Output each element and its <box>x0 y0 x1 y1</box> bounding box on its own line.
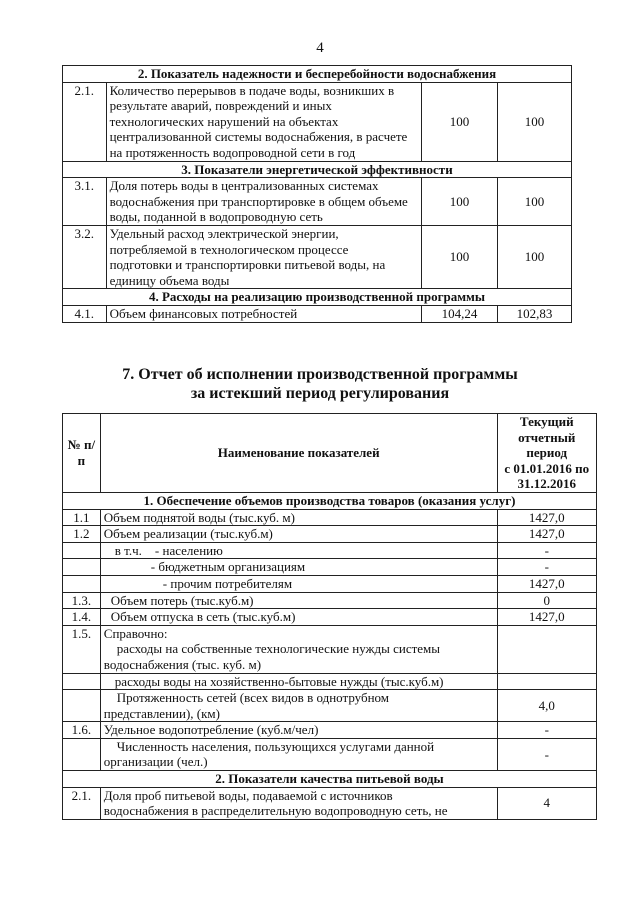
indicator-line: - бюджетным организациям <box>150 559 306 575</box>
indicator-line: Объем финансовых потребностей <box>109 305 298 321</box>
section-title: 2. Показатель надежности и бесперебойности водоснабжения <box>63 66 572 83</box>
section-row <box>63 289 572 306</box>
indicator-line: подготовки и транспортировки питьевой воды, на <box>109 257 386 273</box>
indicator-line: Объем потерь (тыс.куб.м) <box>110 592 254 608</box>
indicator-line: Объем поднятой воды (тыс.куб. м) <box>103 509 295 525</box>
row-number: 1.1 <box>63 509 101 526</box>
table-row <box>63 82 572 161</box>
value-plan: 100 <box>421 82 497 161</box>
header-period-line: Текущий <box>519 414 574 429</box>
period-value: 1427,0 <box>497 609 596 626</box>
indicator-name <box>100 673 497 690</box>
period-value <box>497 673 596 690</box>
value-plan: 100 <box>421 178 497 226</box>
header-period <box>497 414 596 493</box>
table-row <box>63 592 597 609</box>
period-value: 1427,0 <box>497 526 596 543</box>
period-value <box>497 625 596 673</box>
indicator-name <box>100 738 497 770</box>
row-number: 2.1. <box>63 82 107 161</box>
table-row <box>63 526 597 543</box>
row-number: 1.3. <box>63 592 101 609</box>
period-value: 4,0 <box>497 690 596 722</box>
indicator-line: водоснабжения в распределительную водопроводную сеть, не <box>103 803 448 819</box>
table-header-row <box>63 414 597 493</box>
value-fact: 100 <box>497 225 571 288</box>
indicator-line: водоснабжения (тыс. куб. м) <box>103 656 262 672</box>
table-row <box>63 609 597 626</box>
value-plan: 100 <box>421 225 497 288</box>
period-value: 1427,0 <box>497 575 596 592</box>
row-number: 1.6. <box>63 722 101 739</box>
table-row <box>63 542 597 559</box>
indicator-line: на протяженность водопроводной сети в год <box>109 144 356 160</box>
period-value: - <box>497 738 596 770</box>
section-row <box>63 66 572 83</box>
section-title: 3. Показатели энергетической эффективности <box>63 161 572 178</box>
period-value: - <box>497 722 596 739</box>
indicator-line: Численность населения, пользующихся услугами данной <box>103 738 435 754</box>
row-number: 3.2. <box>63 225 107 288</box>
report-title-line1: 7. Отчет об исполнении производственной программы <box>122 366 518 383</box>
row-number <box>63 559 101 576</box>
table-row <box>63 225 572 288</box>
row-number: 1.4. <box>63 609 101 626</box>
section-title: 2. Показатели качества питьевой воды <box>63 771 597 788</box>
table-row <box>63 625 597 673</box>
row-number <box>63 575 101 592</box>
indicator-line: Объем отпуска в сеть (тыс.куб.м) <box>110 609 296 625</box>
value-fact: 102,83 <box>497 305 571 322</box>
indicator-name <box>100 575 497 592</box>
value-fact: 100 <box>497 178 571 226</box>
indicator-name <box>100 609 497 626</box>
indicator-line: Доля потерь воды в централизованных системах <box>109 178 379 194</box>
table-row <box>63 575 597 592</box>
indicator-name <box>100 559 497 576</box>
reliability-indicators-table <box>62 65 572 323</box>
indicator-name <box>100 722 497 739</box>
indicator-line: организации (чел.) <box>103 754 208 770</box>
row-number <box>63 738 101 770</box>
period-value: 4 <box>497 787 596 819</box>
period-value: - <box>497 559 596 576</box>
table-row <box>63 738 597 770</box>
indicator-line: технологических нарушений на объектах <box>109 113 339 129</box>
indicator-line: Справочно: <box>103 625 168 641</box>
table-row <box>63 305 572 322</box>
indicator-line: потребляемой в технологическом процессе <box>109 241 349 257</box>
value-fact: 100 <box>497 82 571 161</box>
row-number <box>63 690 101 722</box>
header-period-line: с 01.01.2016 по <box>504 460 590 476</box>
section-title: 4. Расходы на реализацию производственной программы <box>63 289 572 306</box>
row-number: 1.5. <box>63 625 101 673</box>
indicator-line: в т.ч. - населению <box>114 542 223 558</box>
indicator-line: представлении), (км) <box>103 705 220 721</box>
indicator-name <box>100 592 497 609</box>
table-row <box>63 559 597 576</box>
indicator-name <box>106 225 421 288</box>
row-number: 1.2 <box>63 526 101 543</box>
indicator-line: расходы воды на хозяйственно-бытовые нужды (тыс.куб.м) <box>114 673 444 689</box>
row-number <box>63 542 101 559</box>
indicator-line: Объем реализации (тыс.куб.м) <box>103 526 273 542</box>
section-row <box>63 771 597 788</box>
indicator-line: - прочим потребителям <box>162 575 293 591</box>
period-value: 0 <box>497 592 596 609</box>
indicator-name <box>100 690 497 722</box>
indicator-name <box>100 509 497 526</box>
indicator-line: единицу объема воды <box>109 272 230 288</box>
indicator-name <box>100 542 497 559</box>
indicator-line: Количество перерывов в подаче воды, возникших в <box>109 82 395 98</box>
indicator-line: Доля проб питьевой воды, подаваемой с источников <box>103 787 393 803</box>
period-value: - <box>497 542 596 559</box>
production-program-report-table <box>62 413 597 820</box>
indicator-line: расходы на собственные технологические нужды системы <box>103 641 441 657</box>
row-number <box>63 673 101 690</box>
indicator-line: результате аварий, повреждений и иных <box>109 98 332 114</box>
row-number: 3.1. <box>63 178 107 226</box>
table-row <box>63 509 597 526</box>
indicator-line: Удельный расход электрической энергии, <box>109 225 339 241</box>
period-value: 1427,0 <box>497 509 596 526</box>
page-number: 4 <box>316 40 324 56</box>
indicator-line: воды, поданной в водопроводную сеть <box>109 209 323 225</box>
indicator-line: централизованной системы водоснабжения, в расчете <box>109 129 408 145</box>
row-number: 2.1. <box>63 787 101 819</box>
section-row <box>63 161 572 178</box>
value-plan: 104,24 <box>421 305 497 322</box>
section-title: 1. Обеспечение объемов производства товаров (оказания услуг) <box>63 492 597 509</box>
header-period-line: отчетный период <box>518 429 576 461</box>
row-number: 4.1. <box>63 305 107 322</box>
report-title <box>0 365 640 403</box>
indicator-name <box>100 625 497 673</box>
header-num: № п/п <box>63 414 101 493</box>
table-row <box>63 722 597 739</box>
indicator-name <box>106 82 421 161</box>
indicator-name <box>100 526 497 543</box>
table-row <box>63 673 597 690</box>
header-period-line: 31.12.2016 <box>517 476 577 492</box>
header-name: Наименование показателей <box>100 414 497 493</box>
table-row <box>63 178 572 226</box>
indicator-line: Удельное водопотребление (куб.м/чел) <box>103 722 319 738</box>
report-title-line2: за истекший период регулирования <box>190 385 450 402</box>
indicator-line: водоснабжения при транспортировке в общем объеме <box>109 193 408 209</box>
section-row <box>63 492 597 509</box>
indicator-name <box>100 787 497 819</box>
table-row <box>63 690 597 722</box>
indicator-name <box>106 305 421 322</box>
indicator-name <box>106 178 421 226</box>
table-row <box>63 787 597 819</box>
indicator-line: Протяженность сетей (всех видов в однотрубном <box>103 690 390 706</box>
